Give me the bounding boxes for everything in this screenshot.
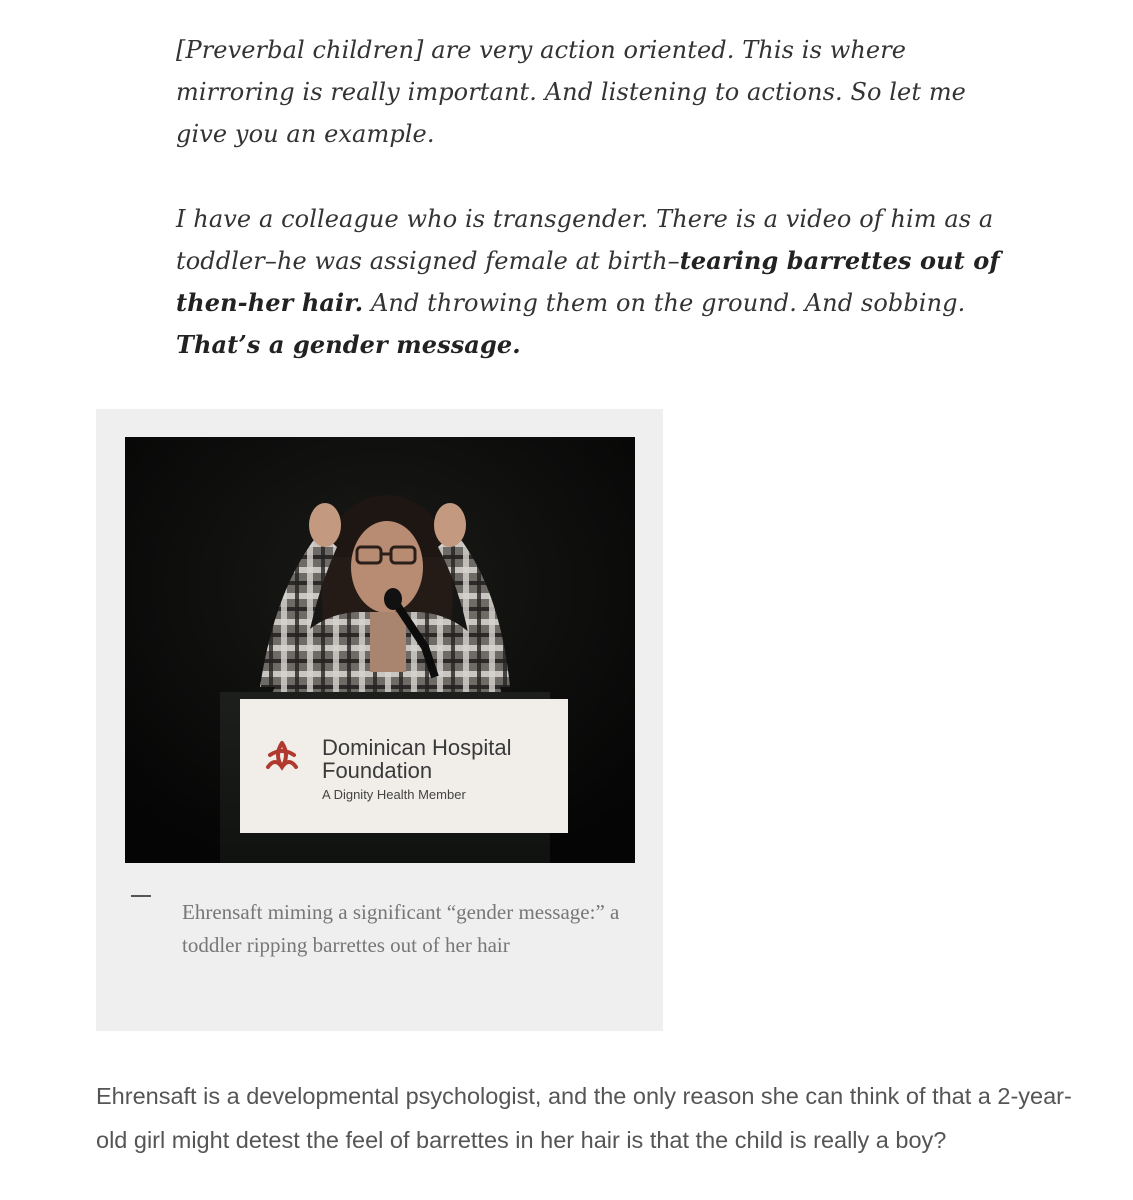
sign-line1: Dominican Hospital xyxy=(322,735,512,760)
figure xyxy=(96,409,663,1031)
body-paragraph: Ehrensaft is a developmental psychologist, and the only reason she can think of that a 2-year-old girl might detest the feel of barrettes in her hair is that the child is really a boy? xyxy=(96,1083,1072,1153)
sign-line2: Foundation xyxy=(322,758,433,783)
caption-dash xyxy=(131,895,151,897)
blockquote-colleague xyxy=(176,198,1016,366)
quote-bold-gender-message: That’s a gender message. xyxy=(176,330,521,359)
quote-text-part2: And throwing them on the ground. And sobbing. xyxy=(363,289,966,317)
quote-bold-barrettes: tearing barrettes out of then-her hair. xyxy=(176,246,1000,317)
blockquote-preverbal xyxy=(176,29,1016,155)
sign-tag: A Dignity Health Member xyxy=(322,787,466,802)
quote-text: [Preverbal children] are very action oriented. This is where mirroring is really important. And listening to actions. So let me give you an example. xyxy=(176,36,966,148)
figure-caption: Ehrensaft miming a significant “gender message:” a toddler ripping barrettes out of her hair xyxy=(182,900,620,957)
speaker-photo xyxy=(125,437,635,863)
quote-text-part1: I have a colleague who is transgender. There is a video of him as a toddler–he was assigned female at birth– xyxy=(176,205,994,275)
